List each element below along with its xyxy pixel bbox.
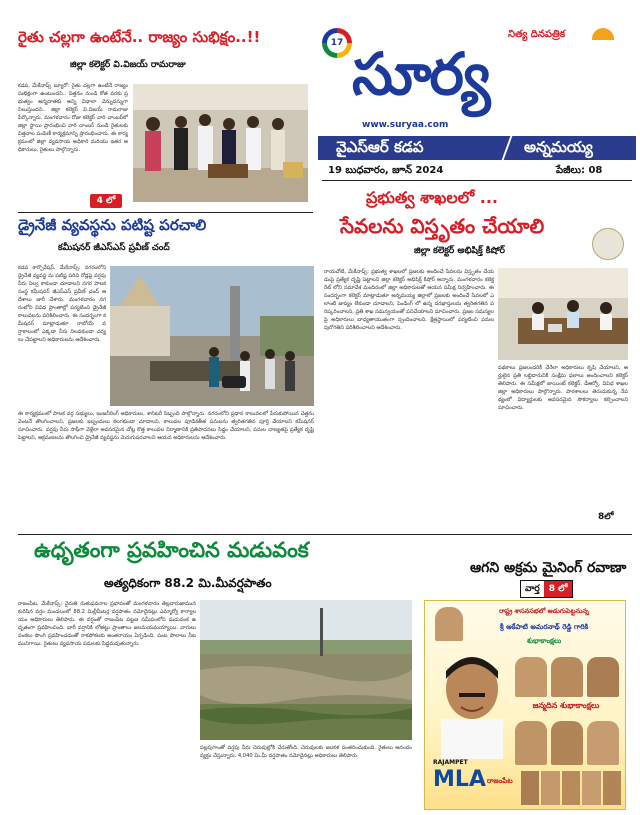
advert-line1: రాష్ట్ర శాసనసభలో అడుగుపెట్టనున్న (499, 607, 589, 615)
story2-headline: డ్రైనేజీ వ్యవస్థను పటిష్ట పరచాలి (18, 216, 207, 234)
brand-tagline: నిత్య దినపత్రిక (508, 29, 566, 40)
story3-headline-line1: ప్రభుత్వ శాఖలలో ... (366, 188, 498, 207)
brand-website[interactable]: www.suryaa.com (362, 120, 449, 130)
page-count: పేజీలు: 08 (556, 165, 603, 176)
advert-name-tag: రాజంపేట (487, 777, 513, 785)
advert-footer-portraits (521, 771, 621, 805)
story3-body-left: రాయచోటి, మేకేనాప్స్: ప్రభుత్వ శాఖలలో ప్రజలకు అందించే సేవలను విస్తృతం చేయడంపై ప్రత్యేక దృష్టి పెట్టాలని జిల్లా కలెక్టర్ అభిషిక్త్ కిషోర్ అన్నారు. మంగళవారం కలెక్టరేట్ లోని సమావేశ మందిరంలో జిల్లా అధికారులతో ఆయన సమీక్ష నిర్వహించారు. ఈ సందర్భంగా కలెక్టర్ మాట్లాడుతూ అన్నమయ్య జిల్లాలో ప్రజలకు అందించే సేవలలో ఎలాంటి జాప్యం లేకుండా చూడాలని, పెండింగ్ లో ఉన్న దరఖాస్తులను త్వరితగతిన పరిష్కరించాలని, ప్రతి శాఖ సమన్వయంతో పనిచేయాలని సూచించారు. ప్రజల సమస్యలపై అధికారులు బాధ్యతాయుతంగా స్పందించాలని, క్షేత్రస్థాయిలో పర్యటించి పనుల పురోగతిని పరిశీలించాలని ఆదేశించారు. (324, 269, 494, 331)
story5-ref-box[interactable] (520, 580, 573, 598)
edition-divider (502, 136, 513, 160)
date-line: 19 బుధవారం, జూన్ 2024 (328, 165, 444, 176)
advert-portrait-10 (582, 771, 600, 805)
story5-ref-label: వార్త (521, 581, 544, 597)
advert-mla-label: MLA (433, 767, 486, 792)
masthead (318, 22, 636, 182)
advert-constituency: RAJAMPET (433, 759, 468, 766)
story1-photo (133, 84, 308, 202)
advert-portrait-row (515, 657, 619, 697)
advert-portrait-row-2 (515, 721, 619, 765)
advert-portrait-7 (521, 771, 539, 805)
edition-left: వైఎస్ఆర్ కడప (336, 138, 424, 156)
advert-portrait-3 (587, 657, 619, 697)
mla-portrait-illustration (431, 649, 513, 759)
story5-headline: ఆగని అక్రమ మైనింగ్ రవాణా (470, 560, 627, 576)
advert-portrait-11 (603, 771, 621, 805)
story2-body-full: ఈ కార్యక్రమంలో పాలక వర్గ సభ్యులు, ఇంజనీరింగ్ అధికారులు, శానిటరీ సిబ్బంది పాల్గొన్నారు. నగరంలోని ప్రధాన కాలువలలో పేరుకుపోయిన చెత్తను వెంటనే తొలగించాలని, ప్రజలకు ఇబ్బందులు కలగకుండా చూడాలని, కాలువల పూడికతీత పనులను త్వరితగతిన పూర్తి చేయాలని కమీషనర్ సూచించారు. వర్షపు నీరు సాఫీగా వెళ్లేలా అవసరమైన చోట్ల కొత్త కాలువల నిర్మాణానికి ప్రతిపాదనలు సిద్ధం చేయాలని, పనుల నాణ్యతపై ప్రత్యేక దృష్టి పెట్టాలని, ఆక్రమణలను తొలగించి డ్రైనేజీ వ్యవస్థను మెరుగుపరచాలని ఆయన అధికారులను ఆదేశించారు. (18, 411, 314, 441)
sun-icon (592, 28, 614, 40)
story4-body-left: రాజంపేట, మేకేనాప్స్: నైరుతి రుతుపవనాల ప్రభావంతో మంగళవారం తెల్లవారుజామున కురిసిన వర్షం మండలంలో 88.2 మిల్లీమీటర్ల వర్షపాతం నమోదైనట్లు ఎమ్మార్వో కార్యాలయం అధికారులు తెలిపారు. ఈ వర్షంతో రాజంపేట పట్టణ సమీపంలోని మడువంక ఉధృతంగా ప్రవహించింది. భారీ వర్షానికి లోతట్టు ప్రాంతాలు జలమయమయ్యాయి. వాగులు వంకలు పొంగి ప్రవహించడంతో రాకపోకలకు అంతరాయం ఏర్పడింది. పంట పొలాలు నీట మునిగాయి. రైతులు వ్యవసాయ పనులకు సిద్ధమవుతున్నారు. (18, 601, 196, 647)
story2-photo (110, 266, 314, 406)
advert-line3: శుభాకాంక్షలు (526, 637, 562, 645)
advert-portrait-4 (515, 721, 547, 765)
advert-portrait-6 (587, 721, 619, 765)
advert-line2: శ్రీ అకేపాటి అమరనాథ్ రెడ్డి గారికి (499, 623, 589, 631)
advert-portrait-1 (515, 657, 547, 697)
story1-continued-badge[interactable]: 4 లో (90, 194, 122, 208)
story1-body: కడప, మేకేనాప్స్ బ్యూరో: రైతు చల్లగా ఉంటేనే రాజ్యం సుభిక్షంగా ఉంటుందని.. విత్తనం నుండి కోత వరకు ప్రభుత్వం అన్నదాతకు అన్ని విధాలా వెన్నుదన్నుగా నిలుస్తుందని.. జిల్లా కలెక్టర్ వి.విజయ్ రామరాజు పేర్కొన్నారు. మంగళవారం రోజు కలెక్టర్ వారి చాంబర్‌లో జిల్లా స్థాయి ప్రారంభించి వారి చాంబర్ నుండి రైతులకు విత్తనాల పంపిణీ కార్యక్రమాన్ని ప్రారంభించారు. ఈ కార్యక్రమంలో జిల్లా వ్యవసాయ అధికారి మరియు ఇతర అధికారులు, రైతులు పాల్గొన్నారు. (18, 83, 128, 153)
collector-seed-distribution-photo (133, 84, 308, 202)
mla-advert (424, 600, 626, 810)
story3-body-right: పథకాలు ప్రజలందరికీ చేరేలా అధికారులు కృషి చేయాలని, అర్హులైన ప్రతి లబ్ధిదారునికి సంక్షేమ ఫలాలు అందించాలని కలెక్టర్ తెలిపారు. ఈ సమీక్షలో జాయింట్ కలెక్టర్, డీఆర్వో, వివిధ శాఖల జిల్లా అధికారులు పాల్గొన్నారు. పాఠశాలలు తెరుచుకున్న నేపథ్యంలో విద్యార్థులకు అవసరమైన సౌకర్యాలు కల్పించాలని సూచించారు. (498, 365, 628, 411)
edition-bar (318, 136, 636, 160)
collector-review-meeting-photo (498, 268, 628, 360)
story4-photo (200, 600, 412, 740)
advert-portrait-9 (562, 771, 580, 805)
story3-headline-line2: సేవలను విస్తృతం చేయాలి (340, 214, 545, 238)
story1-headline: రైతు చల్లగా ఉంటేనే.. రాజ్యం సుభిక్షం..!! (18, 28, 261, 46)
advert-portrait-small (435, 607, 463, 641)
story4-body-right: పల్లపుగాంతో వర్షపు నీరు చెరువుల్లోకి చేరుతోంది. చెరువులకు జలకళ సంతరించుకుంది. రైతులు ఆనందం వ్యక్తం చేస్తున్నారు. 4,040 మి.మీ వర్షపాతం నమోదైనట్లు అధికారులు తెలిపారు. (200, 745, 412, 759)
story3-photo (498, 268, 628, 360)
story3-continued[interactable]: 8లో (598, 512, 614, 522)
govt-emblem-icon (592, 228, 624, 260)
drainage-inspection-photo (110, 266, 314, 406)
flooded-stream-photo (200, 600, 412, 740)
advert-portrait-5 (551, 721, 583, 765)
anniversary-number: 17 (327, 33, 347, 53)
story5-ref-page: 8 లో (544, 581, 573, 597)
edition-right: అన్నమయ్య (524, 138, 593, 156)
advert-wishes: జన్మదిన శుభాకాంక్షలు (532, 701, 600, 710)
anniversary-badge (322, 28, 352, 58)
advert-portrait-8 (541, 771, 559, 805)
story2-body-left: కడప కార్పొరేషన్, మేకేనాప్స్: నగరంలోని డ్రైనేజీ వ్యవస్థ ను పటిష్ట పరిచి రోడ్లపై వర్షపు నీరు నిల్వ కాకుండా చూడాలని నగర పాలక సంస్థ కమీషనర్ జీఎస్ఎస్ ప్రవీణ్ చంద్ ఆదేశాలు జారీ చేశారు. మంగళవారం నగరంలోని వివిధ ప్రాంతాల్లో పర్యటించి డ్రైనేజీ కాలువలను పరిశీలించారు. ఈ సందర్భంగా కమీషనర్ మాట్లాడుతూ రాబోయే వర్షాకాలంలో ఎక్కడా నీరు నిలవకుండా చర్యలు చేపట్టాలని అధికారులను ఆదేశించారు. (18, 265, 106, 343)
story4-subhead: అత్యధికంగా 88.2 మి.మీవర్షపాతం (104, 576, 272, 590)
story1-byline: జిల్లా కలెక్టర్ వి.విజయ్ రామరాజు (70, 60, 186, 70)
story4-headline: ఉధృతంగా ప్రవహించిన మడువంక (34, 538, 309, 562)
brand-title: సూర్య (352, 40, 489, 108)
advert-portrait-main (431, 649, 513, 759)
advert-portrait-2 (551, 657, 583, 697)
story3-byline: జిల్లా కలెక్టర్ అభిషిక్త్ కిషోర్ (414, 246, 505, 256)
story2-byline: కమీషనర్ జీఎస్ఎస్ ప్రవీణ్ చంద్ (58, 243, 170, 253)
